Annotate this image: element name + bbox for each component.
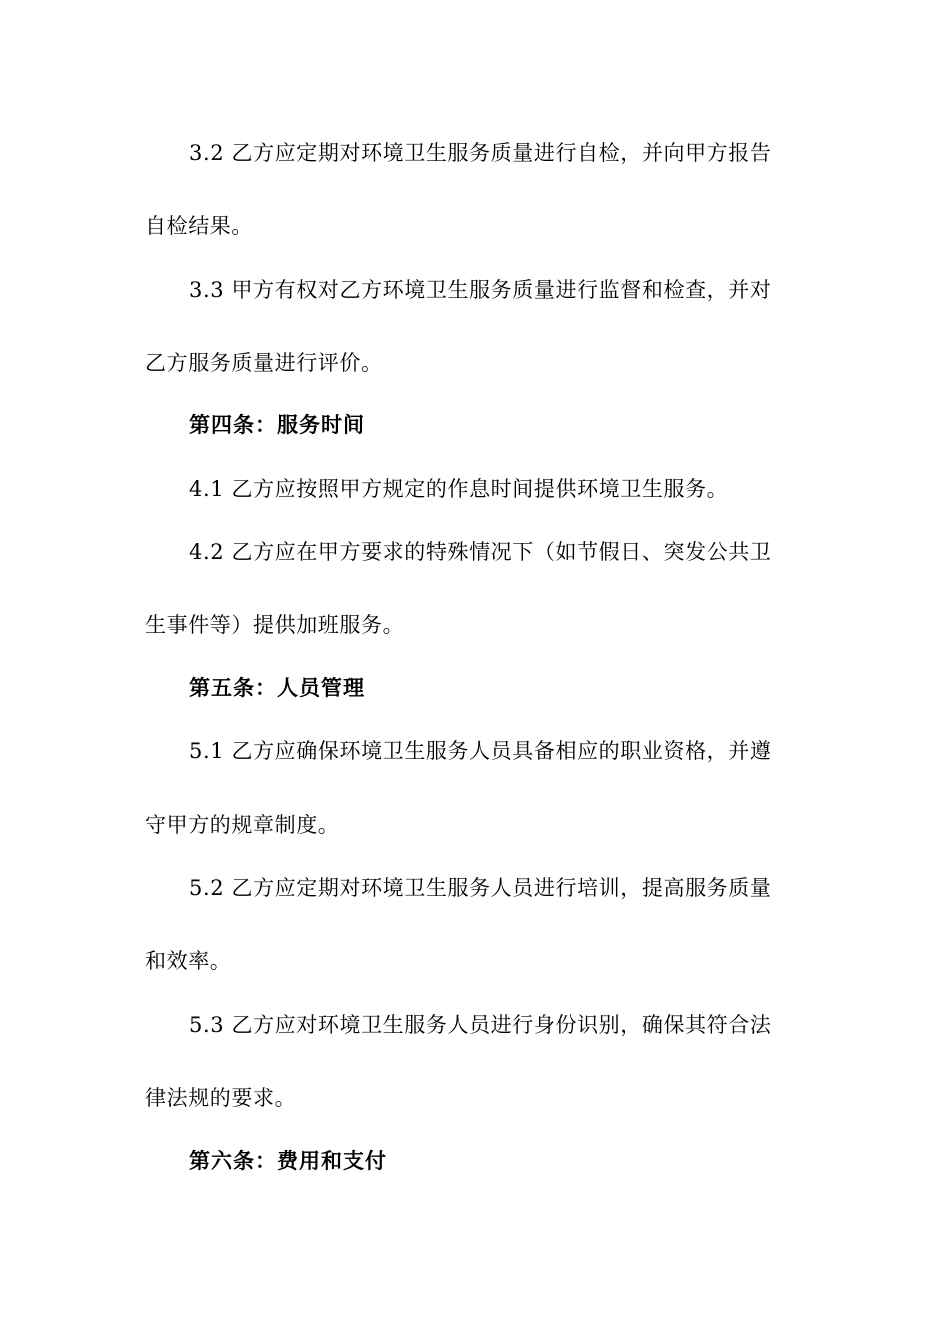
clause-4-2-line-1: 4.2 乙方应在甲方要求的特殊情况下（如节假日、突发公共卫 [189,540,772,564]
clause-5-1-line-2: 守甲方的规章制度。 [145,813,340,837]
clause-5-3-line-2: 律法规的要求。 [145,1086,297,1110]
clause-4-1-line-1: 4.1 乙方应按照甲方规定的作息时间提供环境卫生服务。 [189,477,729,501]
clause-3-3-line-1: 3.3 甲方有权对乙方环境卫生服务质量进行监督和检查，并对 [189,278,772,302]
clause-5-2-line-2: 和效率。 [145,949,232,973]
clause-5-3-line-1: 5.3 乙方应对环境卫生服务人员进行身份识别，确保其符合法 [189,1013,772,1037]
section-4-heading: 第四条：服务时间 [189,412,365,437]
section-5-heading: 第五条：人员管理 [189,675,365,700]
clause-4-2-line-2: 生事件等）提供加班服务。 [145,613,405,637]
clause-3-2-line-1: 3.2 乙方应定期对环境卫生服务质量进行自检，并向甲方报告 [189,141,772,165]
section-6-heading: 第六条：费用和支付 [189,1148,387,1173]
clause-5-2-line-1: 5.2 乙方应定期对环境卫生服务人员进行培训，提高服务质量 [189,876,772,900]
clause-3-3-line-2: 乙方服务质量进行评价。 [145,351,383,375]
clause-5-1-line-1: 5.1 乙方应确保环境卫生服务人员具备相应的职业资格，并遵 [189,739,772,763]
clause-3-2-line-2: 自检结果。 [145,214,253,238]
